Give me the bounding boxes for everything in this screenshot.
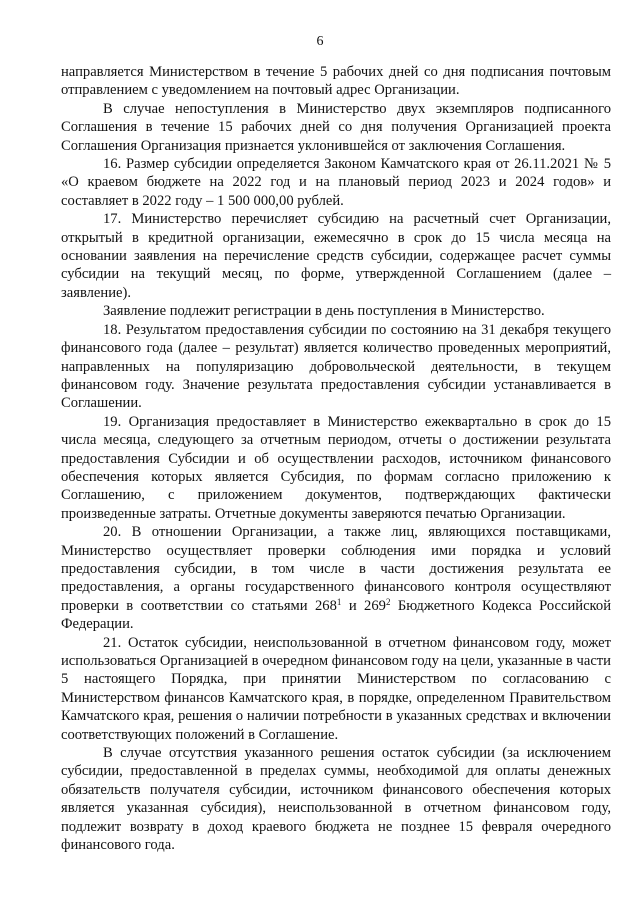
paragraph-21-remainder: 21. Остаток субсидии, неиспользованной в отчетном финансовом году, может использоваться Организацией в очередном финансовом году на цели, указанные в части 5 настоящего Порядка, при принятии Министерством по согласованию с Министерством финансов Камчатского края, в порядке, определенном Правительством Камчатского края, решения о наличии потребности в указанных средствах и включении соответствующих положений в Соглашение. xyxy=(61,634,611,743)
paragraph-continuation: направляется Министерством в течение 5 рабочих дней со дня подписания почтовым отправлением с уведомлением на почтовый адрес Организации. xyxy=(61,64,611,99)
paragraph-agreement-nonreceipt: В случае непоступления в Министерство двух экземпляров подписанного Соглашения в течение 15 рабочих дней со дня получения Организацией проекта Соглашения Организация признается уклонившейся от заключения Соглашения. xyxy=(61,100,611,154)
paragraph-20-inspections xyxy=(61,523,611,633)
paragraph-19-reports: 19. Организация предоставляет в Министерство ежеквартально в срок до 15 числа месяца, следующего за отчетным периодом, отчеты о достижении результата предоставления Субсидии и об осуществлении расходов, источником финансового обеспечения которых является Субсидия, по формам согласно приложению к Соглашению, с приложением документов, подтверждающих фактически произведенные затраты. Отчетные документы заверяются печатью Организации. xyxy=(61,413,611,522)
paragraph-18-result: 18. Результатом предоставления субсидии по состоянию на 31 декабря текущего финансового года (далее – результат) является количество проведенных мероприятий, направленных на популяризацию добровольческой деятельности, в текущем финансовом году. Значение результата предоставления субсидии устанавливается в Соглашении. xyxy=(61,321,611,412)
paragraph-application-registration: Заявление подлежит регистрации в день поступления в Министерство. xyxy=(103,303,545,320)
paragraph-20-text-c: Бюджетного Кодекса Российской Федерации. xyxy=(61,597,612,633)
document-body xyxy=(61,63,611,854)
paragraph-16-subsidy-amount: 16. Размер субсидии определяется Законом Камчатского края от 26.11.2021 № 5 «О краевом бюджете на 2022 год и на плановый период 2023 и 2024 годов» и составляет в 2022 году – 1 500 000,00 рублей. xyxy=(61,156,611,209)
superscript-1: 1 xyxy=(336,596,342,607)
superscript-2: 2 xyxy=(385,596,391,607)
paragraph-20-text-b: и 269 xyxy=(341,597,386,614)
paragraph-20-text-a: 20. В отношении Организации, а также лиц, являющихся поставщиками, Министерство осуществляет проверки соблюдения ими порядка и условий предоставления субсидии, в том числе в части достижения результата ее предоставления, а органы государственного финансового контроля осуществляют проверки в соответствии со статьями 268 xyxy=(61,524,611,614)
paragraph-17-transfer: 17. Министерство перечисляет субсидию на расчетный счет Организации, открытый в кредитной организации, ежемесячно в срок до 15 числа месяца на основании заявления на перечисление средств субсидии, содержащее расчет суммы субсидии на текущий месяц, по форме, утвержденной Соглашением (далее – заявление). xyxy=(61,211,611,301)
page-number: 6 xyxy=(316,34,324,49)
paragraph-return-to-budget: В случае отсутствия указанного решения остаток субсидии (за исключением субсидии, предоставленной в пределах суммы, необходимой для оплаты денежных обязательств получателя субсидии, источником финансового обеспечения которых является указанная субсидия), неиспользованной в отчетном финансовом году, подлежит возврату в доход краевого бюджета не позднее 15 февраля очередного финансового года. xyxy=(61,745,611,854)
